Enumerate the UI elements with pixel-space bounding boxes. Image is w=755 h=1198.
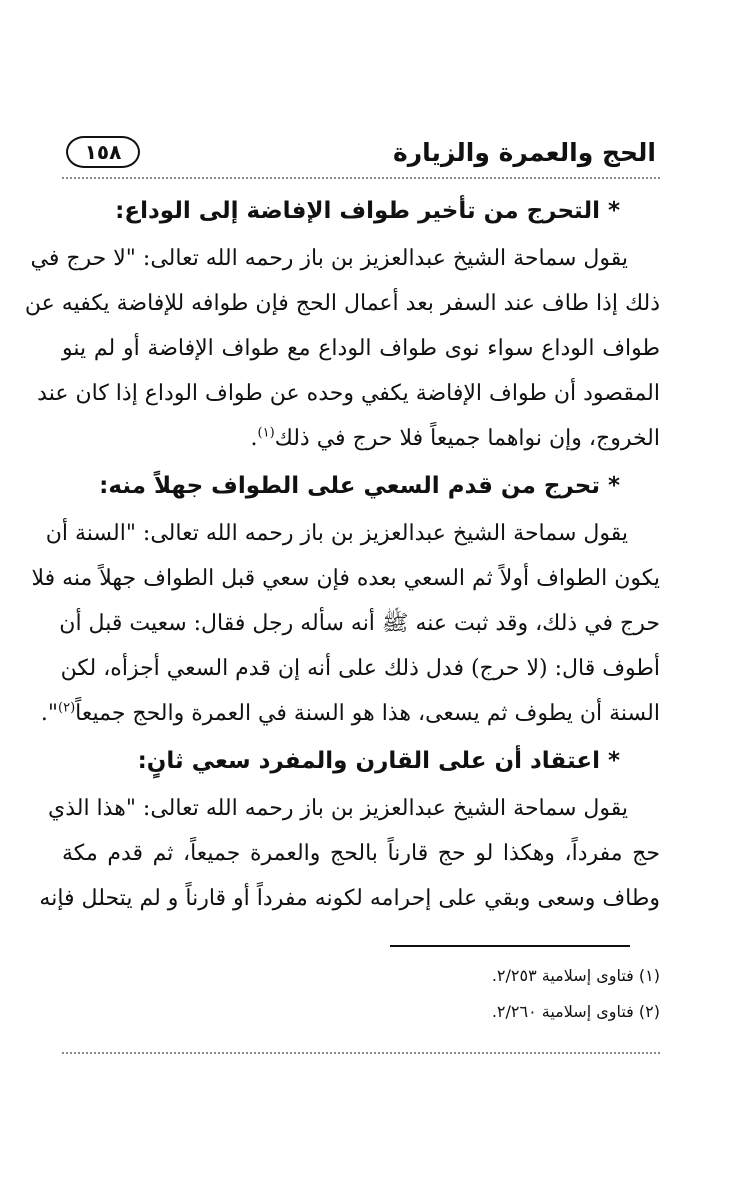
section-heading: * تحرج من قدم السعي على الطواف جهلاً منه: <box>99 473 620 499</box>
footnote-divider <box>390 945 630 947</box>
paragraph <box>24 236 660 461</box>
section-heading: * اعتقاد أن على القارن والمفرد سعي ثانٍ: <box>137 748 620 774</box>
text-line: وطاف وسعى وبقي على إحرامه لكونه مفرداً أو قارناً و لم يتحلل فإنه <box>39 886 660 911</box>
text-fragment: . <box>250 426 258 451</box>
book-title: الحج والعمرة والزيارة <box>392 138 656 167</box>
text-fragment: السنة أن يطوف ثم يسعى، هذا هو السنة في العمرة والحج جميعاً <box>75 701 660 726</box>
page-header <box>60 132 660 176</box>
text-line <box>40 691 660 736</box>
section-heading: * التحرج من تأخير طواف الإفاضة إلى الوداع: <box>115 198 620 224</box>
text-line: حرج في ذلك، وقد ثبت عنه ﷺ أنه سأله رجل فقال: سعيت قبل أن <box>59 611 660 636</box>
text-line: يقول سماحة الشيخ عبدالعزيز بن باز رحمه الله تعالى: "لا حرج في <box>30 246 628 271</box>
text-fragment: ". <box>40 701 58 726</box>
text-line: يقول سماحة الشيخ عبدالعزيز بن باز رحمه الله تعالى: "هذا الذي <box>47 796 628 821</box>
page-body <box>24 186 660 921</box>
footnote: (١) فتاوى إسلامية ٢/٢٥٣. <box>491 966 660 985</box>
text-line: يقول سماحة الشيخ عبدالعزيز بن باز رحمه الله تعالى: "السنة أن <box>45 521 628 546</box>
footnotes <box>260 958 660 1030</box>
page-number-badge <box>66 136 140 168</box>
text-fragment: الخروج، وإن نواهما جميعاً فلا حرج في ذلك <box>274 426 660 451</box>
footnote-marker: (١) <box>257 425 275 441</box>
bottom-divider <box>62 1052 660 1054</box>
paragraph <box>39 786 660 921</box>
text-line: ذلك إذا طاف عند السفر بعد أعمال الحج فإن طوافه للإفاضة يكفيه عن <box>24 291 660 316</box>
footnote: (٢) فتاوى إسلامية ٢/٢٦٠. <box>491 1002 660 1021</box>
text-line: المقصود أن طواف الإفاضة يكفي وحده عن طواف الوداع إذا كان عند <box>37 381 660 406</box>
page-number: ١٥٨ <box>84 140 122 164</box>
text-line: يكون الطواف أولاً ثم السعي بعده فإن سعي قبل الطواف جهلاً منه فلا <box>31 566 660 591</box>
footnote-marker: (٢) <box>58 700 76 716</box>
text-line: طواف الوداع سواء نوى طواف الوداع مع طواف الإفاضة أو لم ينو <box>62 336 660 361</box>
text-line: حج مفرداً، وهكذا لو حج قارناً بالحج والعمرة جميعاً، ثم قدم مكة <box>62 841 660 866</box>
text-line: أطوف قال: (لا حرج) فدل ذلك على أنه إن قدم السعي أجزأه، لكن <box>60 656 660 681</box>
text-line <box>62 416 660 461</box>
header-divider <box>62 177 660 179</box>
paragraph <box>31 511 660 736</box>
